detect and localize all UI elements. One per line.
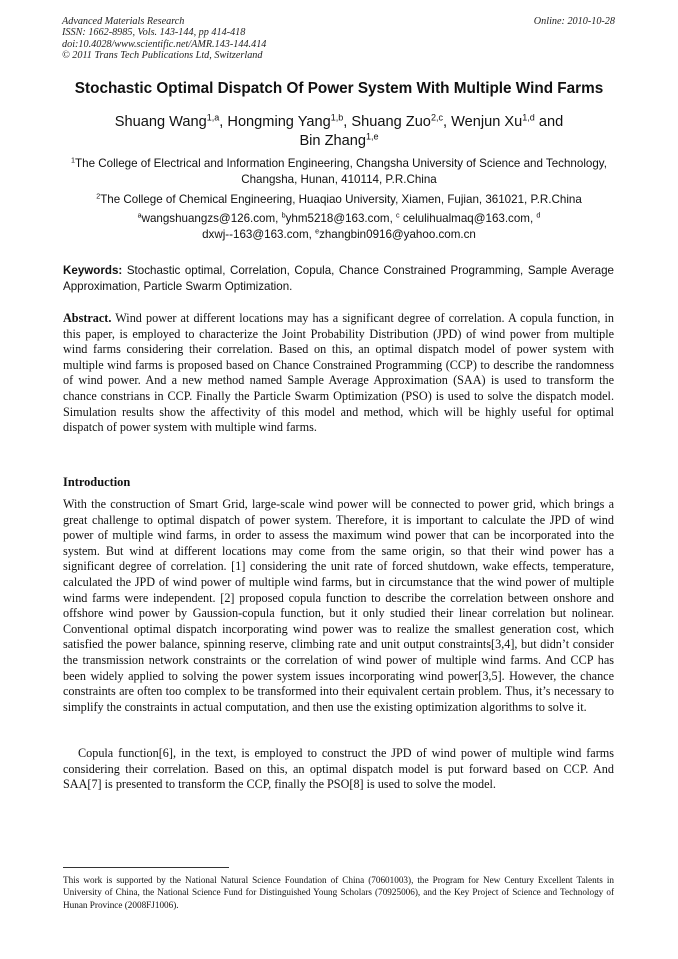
abstract-label: Abstract.: [63, 311, 112, 325]
affiliation-text: The College of Electrical and Information Engineering, Changsha University of Science and Technology, Changsha, Hunan, 410114, P.R.China: [75, 157, 607, 186]
affiliation-text: The College of Chemical Engineering, Huaqiao University, Xiamen, Fujian, 361021, P.R.China: [100, 193, 582, 206]
affiliation-2: [66, 192, 612, 208]
footnote-divider: [63, 867, 229, 868]
author-separator: ,: [343, 114, 352, 130]
affiliation-mark: 1: [71, 155, 76, 165]
keywords-block: [63, 263, 614, 294]
paper-title: Stochastic Optimal Dispatch Of Power System With Multiple Wind Farms: [74, 80, 604, 97]
author-list: [60, 113, 618, 151]
abstract-block: [63, 311, 614, 436]
author-affil-mark: 1,a: [206, 112, 220, 123]
running-header: [62, 16, 615, 62]
email-address: celulihualmaq@163.com: [399, 212, 530, 225]
email-address: yhm5218@163.com: [285, 212, 390, 225]
keywords-text: Stochastic optimal, Correlation, Copula, Chance Constrained Programming, Sample Average Approximation, Particle Swarm Optimization.: [63, 264, 614, 293]
online-date: Online: 2010-10-28: [533, 16, 615, 27]
affiliation-1: [66, 156, 612, 188]
email-mark: c: [396, 210, 400, 220]
abstract-text: Wind power at different locations may has a significant degree of correlation. A copula function, in this paper, is employed to characterize the Joint Probability Distribution (JPD) of wind power from multiple wind farms considering their correlation. Based on this, an optimal dispatch model of power system with multiple wind farms is proposed based on Chance Constrained Programming (CCP) to describe the randomness of wind power. And a new method named Sample Average Approximation (SAA) is used to transform the chance constrians in CCP. Finally the Particle Swarm Optimization (PSO) is used to solve the dispatch model. Simulation results show the affectivity of this model and method, which will be highly useful for optimal dispatch of power system with multiple wind farms.: [63, 311, 615, 435]
author-separator: ,: [219, 114, 228, 130]
email-address: zhangbin0916@yahoo.com.cn: [319, 228, 476, 241]
email-mark: a: [137, 210, 142, 220]
doi-line: doi:10.4028/www.scientific.net/AMR.143-144.414: [62, 38, 267, 50]
funding-footnote: This work is supported by the National Natural Science Foundation of China (70601003), the Program for New Century Excellent Talents in University of China, the National Science Fund for Distinguished Young Scholars (70925006), and the Key Project of Science and Technology of Hunan Province (2008FJ1006).: [63, 875, 614, 910]
author-name: Bin Zhang: [299, 133, 366, 149]
email-mark: e: [315, 226, 320, 236]
author-name: Hongming Yang: [227, 114, 331, 130]
author-separator: ,: [443, 114, 452, 130]
publication-info: [62, 16, 615, 62]
email-separator: ,: [389, 212, 397, 225]
email-mark: d: [536, 210, 541, 220]
introduction-heading: Introduction: [63, 475, 131, 489]
introduction-paragraph-1: With the construction of Smart Grid, large-scale wind power will be connected to power grid, which brings a great challenge to optimal dispatch of power system. Therefore, it is important to calculate the JPD of wind power of multiple wind farms, in order to assess the maximum wind power that can be incorporated into the system. But wind at different locations may come from the same origin, so that their wind power has a significant degree of correlation. [1] considering the unit rate of forced shutdown, wake effects, temperature, calculated the JPD of wind power of multiple wind farms, but in circumstance that the wind power of multiple wind farms were independent. [2] proposed copula function to describe the correlation between onshore and offshore wind power by Gaussion-copula function, but it only studied their linear correlation but nolinear. Conventional optimal dispatch incorporating wind power was to realize the smallest generation cost, which satisfied the power balance, spinning reserve, climbing rate and unit output constraints[3,4], but didn’t consider the transmission network constraints or the correlation of wind power of multiple wind farms. And CCP has been widely applied to solving the power system issues incorporating wind power[3,5]. However, the chance constraints are often too complex to be transformed into their equivalent certain problem. Thus, it’s necessary to simplify the constraints in actual computation, and then use the existing optimization algorithms to solve it.: [63, 497, 614, 714]
issn-line: ISSN: 1662-8985, Vols. 143-144, pp 414-418: [62, 27, 246, 39]
author-separator: and: [534, 114, 564, 130]
author-name: Wenjun Xu: [451, 114, 523, 130]
author-affil-mark: 2,c: [430, 112, 444, 123]
email-address: dxwj--163@163.com: [202, 228, 309, 241]
author-affil-mark: 1,b: [330, 112, 344, 123]
author-name: Shuang Zuo: [351, 114, 431, 130]
email-separator: ,: [308, 228, 316, 241]
introduction-paragraph-2: Copula function[6], in the text, is employed to construct the JPD of wind power of multiple wind farms considering their correlation. Based on this, an optimal dispatch model is put forward based on CCP. And SAA[7] is presented to transform the CCP, finally the PSO[8] is used to solve the model.: [63, 746, 614, 792]
keywords-label: Keywords:: [63, 264, 123, 277]
copyright-line: © 2011 Trans Tech Publications Ltd, Switzerland: [62, 50, 263, 62]
email-separator: ,: [529, 212, 537, 225]
author-name: Shuang Wang: [114, 114, 207, 130]
email-address: wangshuangzs@126.com: [141, 212, 276, 225]
email-mark: b: [281, 210, 286, 220]
author-emails: [66, 211, 612, 243]
author-affil-mark: 1,e: [365, 131, 379, 142]
affiliation-mark: 2: [96, 191, 101, 201]
author-affil-mark: 1,d: [522, 112, 535, 123]
journal-name: Advanced Materials Research: [62, 16, 185, 27]
email-separator: ,: [275, 212, 282, 225]
